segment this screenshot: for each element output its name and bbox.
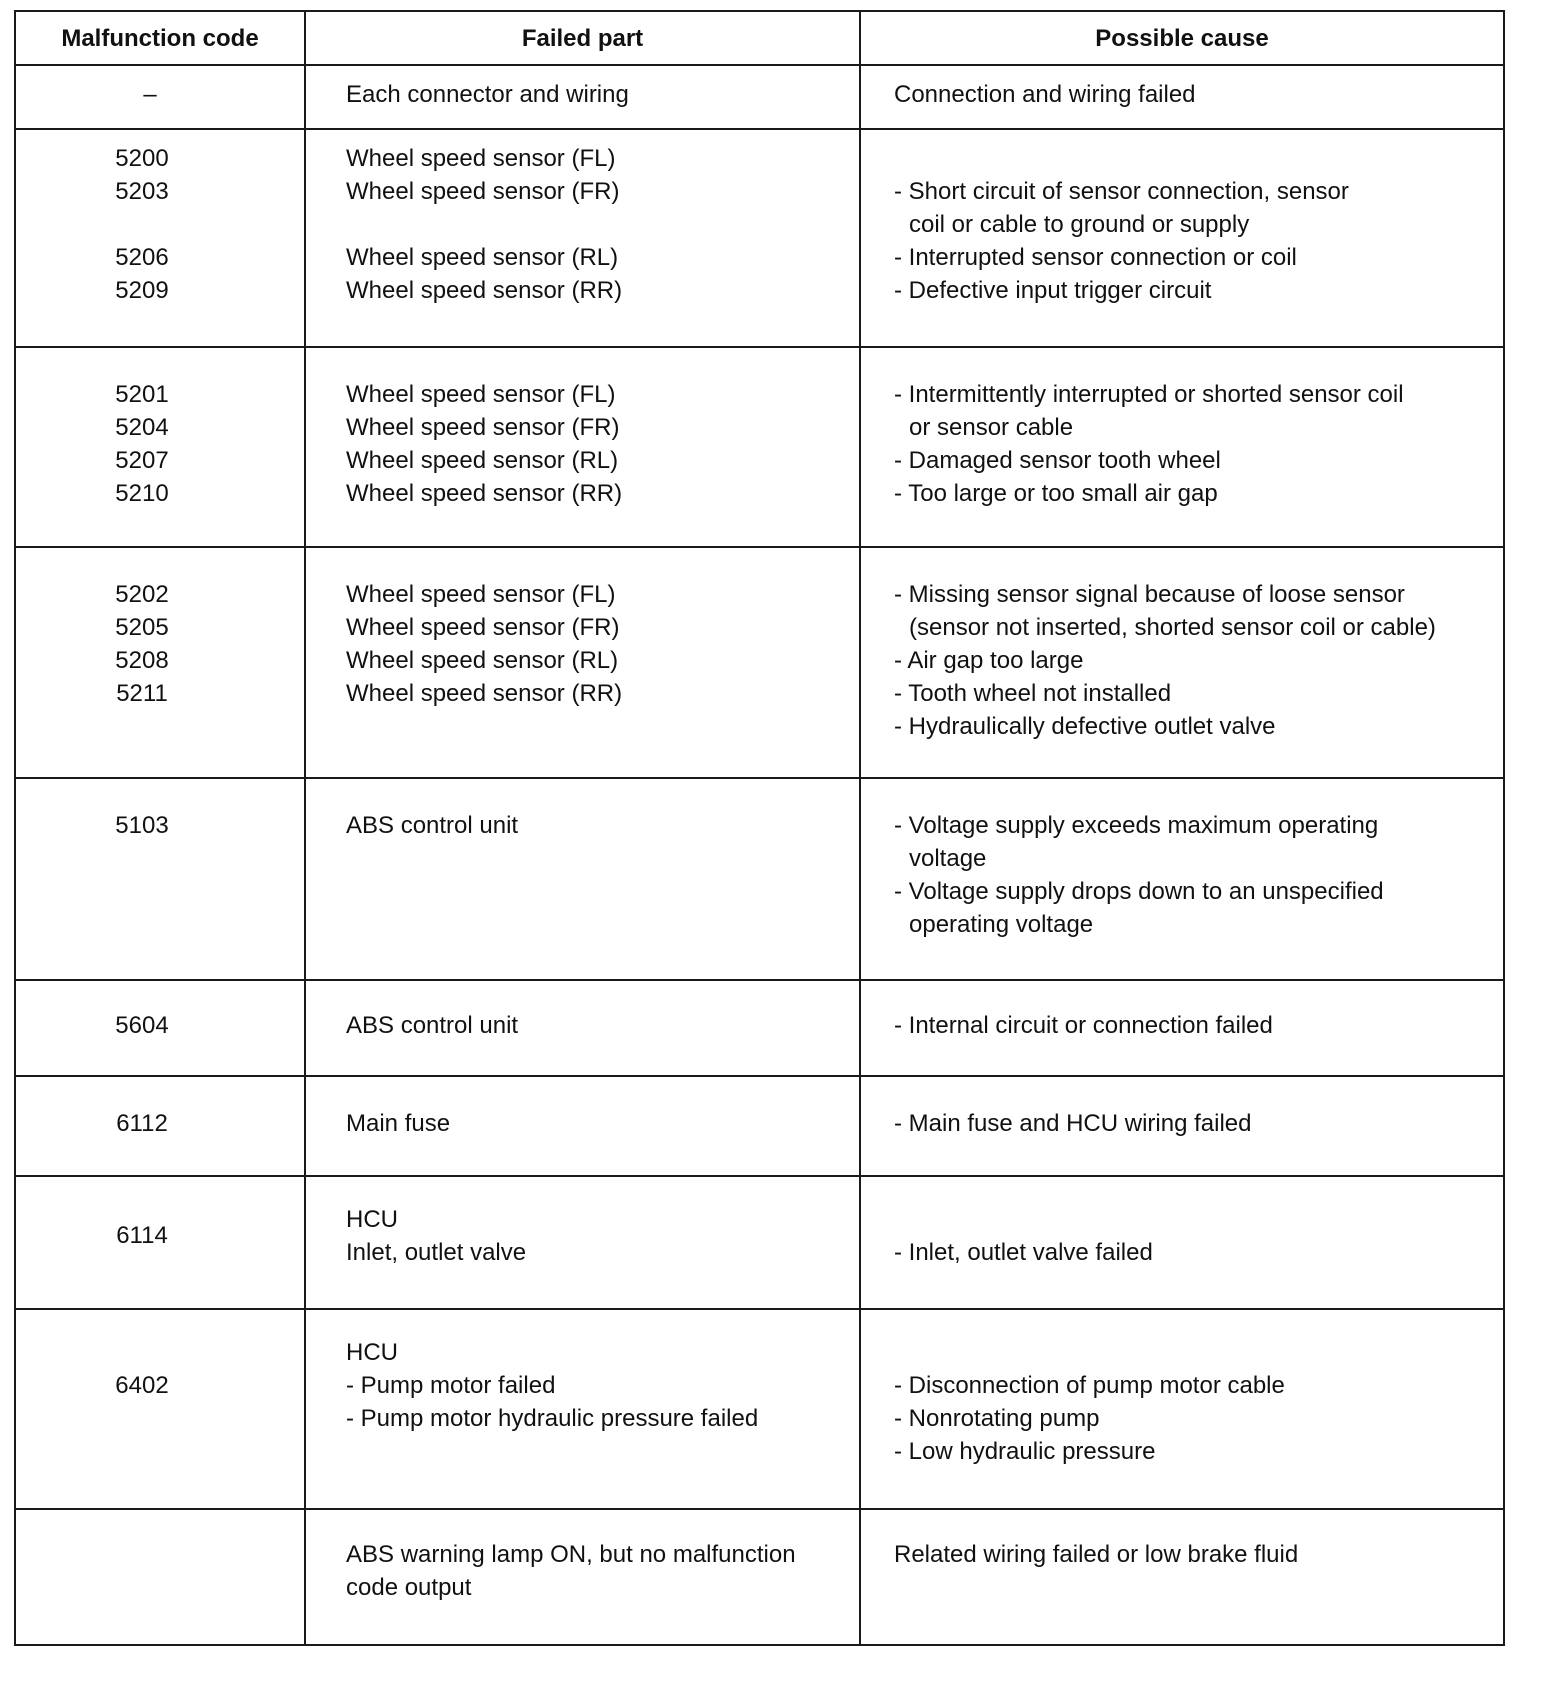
possible-cause: - Voltage supply exceeds maximum operating [894,812,1379,839]
malfunction-code: 5201 [115,381,169,408]
possible-cause: - Inlet, outlet valve failed [894,1239,1153,1266]
failed-part: Wheel speed sensor (FR) [346,614,620,641]
possible-cause: - Voltage supply drops down to an unspecified [894,878,1384,905]
cause-cell [860,980,1504,1076]
malfunction-code: 6114 [116,1222,168,1249]
part-cell [305,980,860,1076]
table-row [15,129,1504,347]
possible-cause: - Tooth wheel not installed [894,680,1172,707]
spacer [894,1336,1493,1369]
possible-cause: - Interrupted sensor connection or coil [894,244,1297,271]
code-cell [15,1509,305,1645]
code-cell [15,1176,305,1309]
cause-cell [860,129,1504,347]
malfunction-code: 5205 [115,614,169,641]
failed-part: Wheel speed sensor (RR) [346,680,623,707]
failed-part: Each connector and wiring [346,81,629,108]
possible-cause: - Disconnection of pump motor cable [894,1372,1285,1399]
malfunction-table-sheet [14,10,1503,1646]
possible-cause: Related wiring failed or low brake fluid [894,1541,1299,1568]
possible-cause: - Short circuit of sensor connection, sensor [894,178,1349,205]
code-cell [15,1076,305,1176]
malfunction-code: 5211 [116,680,168,707]
table-row [15,980,1504,1076]
failed-part: Wheel speed sensor (RL) [346,647,619,674]
header-possible-cause: Possible cause [860,11,1504,65]
spacer [894,1203,1493,1236]
failed-part: Wheel speed sensor (RR) [346,277,623,304]
part-cell [305,347,860,547]
possible-cause: - Defective input trigger circuit [894,277,1212,304]
code-cell [15,347,305,547]
malfunction-code-table [14,10,1505,1646]
failed-part: Wheel speed sensor (FR) [346,414,620,441]
possible-cause: - Damaged sensor tooth wheel [894,447,1221,474]
failed-part: Wheel speed sensor (FR) [346,178,620,205]
failed-part: HCU [346,1206,398,1233]
failed-part: Inlet, outlet valve [346,1239,527,1266]
table-row [15,1076,1504,1176]
code-cell [15,778,305,980]
failed-part: code output [346,1574,472,1601]
malfunction-code: 5203 [115,178,169,205]
failed-part: ABS warning lamp ON, but no malfunction [346,1541,796,1568]
possible-cause: - Air gap too large [894,647,1084,674]
malfunction-code: 5202 [115,581,169,608]
spacer [894,142,1493,175]
table-row [15,547,1504,778]
table-row [15,65,1504,129]
failed-part: ABS control unit [346,812,519,839]
malfunction-code: 5103 [115,812,169,839]
possible-cause: coil or cable to ground or supply [909,211,1250,238]
failed-part: - Pump motor hydraulic pressure failed [346,1405,759,1432]
part-cell [305,1309,860,1509]
possible-cause: - Nonrotating pump [894,1405,1100,1432]
possible-cause: operating voltage [909,911,1094,938]
possible-cause: - Low hydraulic pressure [894,1438,1156,1465]
failed-part: Wheel speed sensor (RR) [346,480,623,507]
header-malfunction-code: Malfunction code [15,11,305,65]
failed-part: ABS control unit [346,1012,519,1039]
table-row [15,1509,1504,1645]
spacer [0,1336,304,1369]
possible-cause: - Hydraulically defective outlet valve [894,713,1276,740]
part-cell [305,65,860,129]
malfunction-code: 5210 [115,480,169,507]
spacer [0,208,304,241]
malfunction-code: 5204 [115,414,169,441]
part-cell [305,1509,860,1645]
failed-part: - Pump motor failed [346,1372,556,1399]
cause-cell [860,1076,1504,1176]
malfunction-code: 5208 [115,647,169,674]
cause-cell [860,778,1504,980]
code-cell [15,547,305,778]
possible-cause: - Too large or too small air gap [894,480,1218,507]
cause-cell [860,1509,1504,1645]
possible-cause: - Intermittently interrupted or shorted sensor coil [894,381,1404,408]
malfunction-code: 6402 [115,1372,169,1399]
code-cell [15,980,305,1076]
possible-cause: - Missing sensor signal because of loose sensor [894,581,1405,608]
part-cell [305,778,860,980]
failed-part: Wheel speed sensor (RL) [346,447,619,474]
malfunction-code: – [143,81,157,108]
failed-part: Wheel speed sensor (RL) [346,244,619,271]
possible-cause: (sensor not inserted, shorted sensor coil or cable) [909,614,1436,641]
part-cell [305,129,860,347]
cause-cell [860,347,1504,547]
table-row [15,347,1504,547]
failed-part: Wheel speed sensor (FL) [346,581,616,608]
code-cell [15,65,305,129]
failed-part: HCU [346,1339,398,1366]
table-row [15,1176,1504,1309]
cause-cell [860,547,1504,778]
cause-cell [860,65,1504,129]
cause-cell [860,1309,1504,1509]
spacer [346,208,849,241]
table-header-row [15,11,1504,65]
table-row [15,778,1504,980]
code-cell [15,129,305,347]
possible-cause: voltage [909,845,987,872]
possible-cause: or sensor cable [909,414,1074,441]
possible-cause: - Main fuse and HCU wiring failed [894,1110,1252,1137]
malfunction-code: 5209 [115,277,169,304]
part-cell [305,1176,860,1309]
malfunction-code: 5207 [115,447,169,474]
cause-cell [860,1176,1504,1309]
failed-part: Wheel speed sensor (FL) [346,381,616,408]
failed-part: Main fuse [346,1110,451,1137]
part-cell [305,547,860,778]
malfunction-code: 5206 [115,244,169,271]
failed-part: Wheel speed sensor (FL) [346,145,616,172]
header-failed-part: Failed part [305,11,860,65]
malfunction-code: 5604 [115,1012,169,1039]
malfunction-code: 5200 [115,145,169,172]
part-cell [305,1076,860,1176]
possible-cause: Connection and wiring failed [894,81,1196,108]
possible-cause: - Internal circuit or connection failed [894,1012,1273,1039]
table-row [15,1309,1504,1509]
code-cell [15,1309,305,1509]
malfunction-code: 6112 [116,1110,168,1137]
